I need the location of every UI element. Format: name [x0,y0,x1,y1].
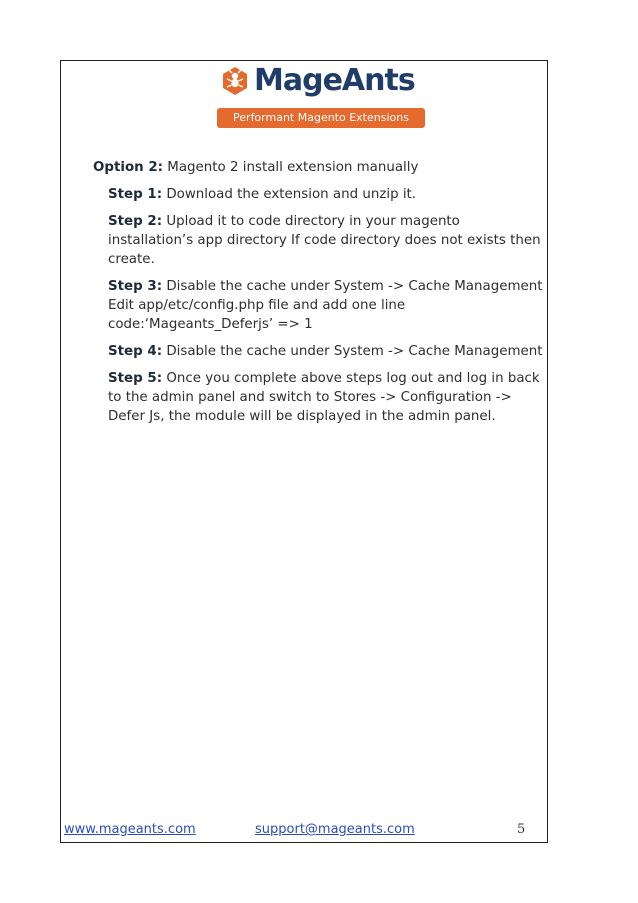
step-5 [108,369,543,426]
step-text: Upload it to code directory in your magento installation’s app directory If code directory does not exists then create. [108,214,541,267]
step-label: Step 4: [108,344,163,359]
mageants-logo [217,64,427,130]
brand-name: MageAnts [254,63,415,98]
step-label: Step 2: [108,214,163,229]
step-1 [108,185,543,204]
step-2 [108,212,543,269]
step-label: Step 5: [108,371,163,386]
step-4 [108,342,543,361]
step-3 [108,277,543,334]
option-heading [93,158,543,177]
step-text: Download the extension and unzip it. [166,187,417,202]
website-link[interactable]: www.mageants.com [64,822,196,837]
support-email-link[interactable]: support@mageants.com [255,822,415,837]
step-text: Disable the cache under System -> Cache Management [166,344,543,359]
ant-icon [220,66,250,96]
step-text: Once you complete above steps log out and log in back to the admin panel and switch to Stores -> Configuration -> Defer Js, the module will be displayed in the admin panel. [108,371,540,424]
step-label: Step 1: [108,187,163,202]
brand-tagline: Performant Magento Extensions [217,108,425,128]
option-text: Magento 2 install extension manually [167,160,419,175]
step-text: Disable the cache under System -> Cache Management Edit app/etc/config.php file and add one line code:‘Mageants_Deferjs’ => 1 [108,279,543,332]
install-instructions [93,158,543,434]
step-label: Step 3: [108,279,163,294]
option-label: Option 2: [93,160,164,175]
page-number: 5 [517,822,526,837]
page-footer [64,822,544,840]
